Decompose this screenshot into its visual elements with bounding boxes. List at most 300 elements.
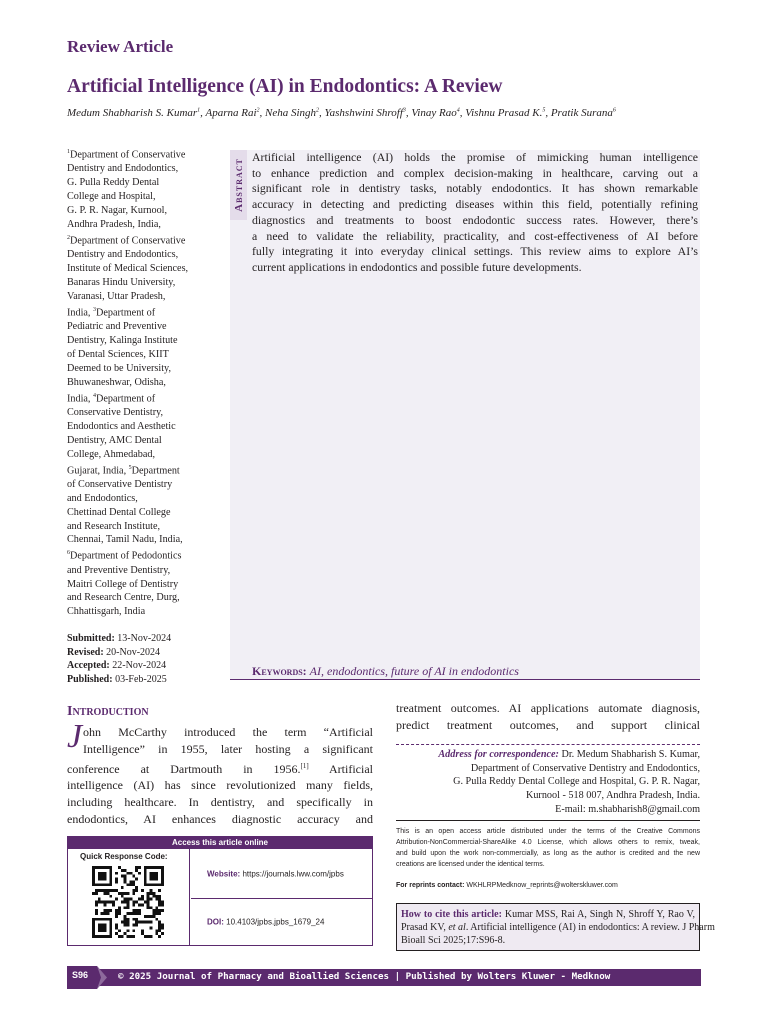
qr-module [132, 924, 135, 927]
abstract-text [252, 150, 698, 276]
affiliation-text: Pediatric and Preventive [67, 321, 167, 333]
affiliation-line [67, 506, 211, 520]
affiliation-text: India, [67, 392, 94, 404]
affiliation-text: Dentistry, AMC Dental [67, 434, 162, 446]
qr-module [124, 906, 127, 909]
affiliation-text: Department of [96, 307, 156, 319]
affiliation-text: of Dental Sciences, KIIT [67, 348, 169, 360]
qr-module [109, 889, 112, 892]
author-separator: , [259, 107, 266, 119]
qr-module [150, 898, 153, 901]
affiliation-text: Department of Pedodontics [70, 550, 182, 562]
introduction-heading: Introduction [67, 704, 149, 719]
qr-module [98, 872, 107, 881]
qr-module [115, 872, 118, 875]
qr-module [127, 892, 130, 895]
author-separator: , [545, 107, 551, 119]
qr-module [106, 901, 109, 904]
author-list [67, 107, 616, 119]
affiliation-text: Andhra Pradesh, India, [67, 218, 161, 230]
qr-module [135, 909, 138, 912]
qr-module [112, 889, 115, 892]
qr-module [124, 924, 127, 927]
qr-module [109, 909, 112, 912]
qr-module [150, 935, 153, 938]
qr-module [155, 912, 158, 915]
affiliation-text: Conservative Dentistry, [67, 406, 164, 418]
reprints-label: For reprints contact: [396, 882, 465, 889]
affiliation-line [67, 146, 211, 162]
qr-module [132, 909, 135, 912]
correspondence-label: Address for correspondence: [438, 749, 559, 760]
date-row [67, 673, 171, 687]
article-title: Artificial Intelligence (AI) in Endodontics: A Review [67, 76, 503, 97]
abstract-line: a need to validate the reliability, practicality, and cost-effectiveness of AI before [252, 228, 698, 243]
qr-module [158, 889, 161, 892]
introduction-text: Intelligence” in 1955, later hosting a significant [83, 741, 373, 756]
qr-module [115, 898, 118, 901]
qr-module [158, 924, 161, 927]
qr-module [158, 901, 161, 904]
qr-module [129, 898, 132, 901]
license-line: Attribution-NonCommercial-ShareAlike 4.0 License, which allows others to remix, tweak, [396, 839, 700, 846]
doi-label: DOI: [207, 917, 224, 927]
qr-module [158, 903, 161, 906]
correspondence-line: E-mail: m.shabharish8@gmail.com [555, 803, 700, 815]
abstract-line: Artificial intelligence (AI) holds the promise of mimicking human intelligence [252, 150, 698, 164]
qr-module [141, 898, 144, 901]
introduction-text: intelligence (AI) has since revolutionized many fields, [67, 778, 373, 793]
affiliation-line [67, 376, 211, 390]
qr-module [135, 866, 138, 869]
affiliation-text: Gujarat, India, [67, 464, 129, 476]
qr-module [127, 906, 130, 909]
affiliation-text: Banaras Hindu University, [67, 276, 176, 288]
author-separator: , [200, 107, 206, 119]
qr-module [138, 872, 141, 875]
correspondence-address [396, 744, 700, 817]
qr-module [158, 921, 161, 924]
qr-module [104, 889, 107, 892]
introduction-line [67, 758, 373, 778]
affiliation-line [67, 276, 211, 290]
date-label: Published: [67, 673, 113, 685]
qr-module [98, 898, 101, 901]
qr-module [135, 869, 138, 872]
author-name: Aparna Rai [205, 107, 257, 119]
license-line: creations are licensed under the identical terms. [396, 861, 545, 868]
qr-module [127, 912, 130, 915]
affiliation-line [67, 448, 211, 462]
qr-module [124, 878, 127, 881]
qr-module [138, 909, 141, 912]
affiliation-text: Dentistry and Endodontics, [67, 163, 179, 175]
qr-module [95, 903, 98, 906]
doi-link[interactable]: 10.4103/jpbs.jpbs_1679_24 [226, 917, 325, 927]
introduction-text: endodontics, AI enhances diagnostic accuracy and [67, 811, 373, 826]
affiliation-line [67, 547, 211, 563]
date-value: 13-Nov-2024 [117, 633, 172, 644]
qr-module [95, 909, 98, 912]
qr-module [118, 892, 121, 895]
affiliation-line [67, 334, 211, 348]
author-name: Medum Shabharish S. Kumar [67, 107, 198, 119]
qr-module [118, 866, 121, 869]
qr-module [144, 915, 147, 918]
abstract-line: significant role in dentistry tasks, notably endodontics. It has shown remarkable [252, 181, 698, 196]
date-label: Accepted: [67, 660, 110, 671]
introduction-text: ohn McCarthy introduced the term “Artificial [83, 725, 373, 739]
qr-module [121, 895, 124, 898]
qr-module [147, 892, 150, 895]
affiliation-line [67, 420, 211, 434]
qr-module [95, 892, 98, 895]
affiliation-line [67, 462, 211, 478]
qr-module [135, 901, 138, 904]
qr-module [101, 901, 104, 904]
qr-module [147, 901, 150, 904]
qr-module [161, 932, 164, 935]
qr-module [95, 889, 98, 892]
website-cell [191, 849, 372, 899]
qr-module [124, 918, 127, 921]
qr-module [104, 892, 107, 895]
introduction-column-1 [67, 724, 373, 828]
qr-module [150, 926, 153, 929]
qr-module [132, 892, 135, 895]
introduction-line [67, 794, 373, 811]
affiliation-text: College and Hospital, [67, 191, 156, 203]
qr-module [135, 924, 138, 927]
author-name: Vishnu Prasad K. [465, 107, 543, 119]
qr-module [127, 901, 130, 904]
author-affiliation-mark: 6 [612, 107, 616, 114]
date-row [67, 659, 171, 673]
qr-module [104, 912, 107, 915]
date-row [67, 632, 171, 646]
qr-module [161, 901, 164, 904]
qr-module [141, 889, 144, 892]
affiliation-line [67, 248, 211, 262]
qr-module [155, 929, 158, 932]
affiliation-line [67, 218, 211, 232]
affiliation-mark: 5 [128, 464, 132, 471]
access-online-box [67, 836, 373, 946]
author-affiliation-mark: 3 [402, 107, 406, 114]
affiliation-mark: 6 [67, 550, 70, 557]
qr-module [106, 889, 109, 892]
qr-module [127, 872, 130, 875]
author-name: Neha Singh [265, 107, 317, 119]
affiliation-text: India, [67, 307, 94, 319]
footer-text: © 2025 Journal of Pharmacy and Bioallied Sciences | Published by Wolters Kluwer - Medknow [118, 971, 611, 982]
qr-module [118, 929, 121, 932]
qr-module [115, 878, 118, 881]
qr-module [132, 875, 135, 878]
citation-etal: et al [448, 922, 466, 934]
qr-module [115, 909, 118, 912]
qr-module [132, 912, 135, 915]
date-value: 22-Nov-2024 [112, 660, 167, 671]
qr-module [124, 932, 127, 935]
affiliation-line [67, 406, 211, 420]
affiliation-text: Chennai, Tamil Nadu, India, [67, 534, 183, 546]
keywords-value: AI, endodontics, future of AI in endodontics [309, 664, 519, 678]
qr-module [106, 909, 109, 912]
qr-module [121, 921, 124, 924]
qr-module [158, 909, 161, 912]
qr-module [150, 906, 153, 909]
qr-module [135, 878, 138, 881]
qr-module [98, 924, 107, 933]
qr-module [141, 903, 144, 906]
author-affiliation-mark: 2 [256, 107, 260, 114]
qr-module [129, 935, 132, 938]
qr-module [129, 872, 132, 875]
qr-module [124, 915, 127, 918]
page-number: S96 [72, 970, 89, 980]
qr-module [127, 883, 130, 886]
qr-module [98, 889, 101, 892]
qr-module [121, 892, 124, 895]
affiliation-text: and Endodontics, [67, 492, 138, 504]
author-affiliation-mark: 2 [316, 107, 320, 114]
qr-module [95, 912, 98, 915]
author-name: Vinay Rao [411, 107, 457, 119]
qr-module [115, 912, 118, 915]
qr-module [118, 912, 121, 915]
qr-module [127, 918, 130, 921]
affiliation-text: Endodontics and Aesthetic [67, 420, 176, 432]
affiliation-text: G. P. R. Nagar, Kurnool, [67, 205, 168, 217]
qr-module [124, 898, 127, 901]
affiliation-line [67, 390, 211, 406]
qr-module [141, 921, 144, 924]
qr-module [124, 901, 127, 904]
affiliation-text: Varanasi, Uttar Pradesh, [67, 290, 166, 302]
correspondence-line: Department of Conservative Dentistry and Endodontics, [470, 762, 700, 774]
date-value: 20-Nov-2024 [106, 646, 161, 658]
qr-module [129, 912, 132, 915]
affiliation-line [67, 204, 211, 218]
qr-module [127, 924, 130, 927]
affiliation-text: College, Ahmedabad, [67, 448, 155, 460]
qr-module [155, 898, 158, 901]
affiliation-mark: 4 [93, 392, 97, 399]
qr-module [135, 889, 138, 892]
qr-module [115, 924, 118, 927]
website-link[interactable]: https://journals.lww.com/jpbs [242, 869, 344, 878]
qr-module [115, 926, 118, 929]
qr-module [132, 903, 135, 906]
qr-module [155, 932, 158, 935]
qr-module [158, 912, 161, 915]
qr-module [147, 915, 150, 918]
introduction-line [67, 777, 373, 794]
date-row [67, 646, 171, 660]
affiliation-line [67, 533, 211, 547]
qr-module [118, 906, 121, 909]
qr-module [101, 912, 104, 915]
qr-module [144, 921, 147, 924]
abstract-label: Abstract [232, 158, 245, 212]
qr-module [124, 869, 127, 872]
qr-module [92, 892, 95, 895]
qr-module [150, 889, 153, 892]
qr-module [121, 935, 124, 938]
qr-module [115, 915, 118, 918]
qr-module [104, 901, 107, 904]
qr-module [95, 901, 98, 904]
qr-module [121, 869, 124, 872]
qr-module [127, 935, 130, 938]
qr-cell [68, 849, 190, 945]
author-separator: , [405, 107, 412, 119]
qr-label: Quick Response Code: [80, 852, 168, 861]
citation-line-3: Bioall Sci 2025;17:S96-8. [401, 935, 506, 947]
qr-module [158, 929, 161, 932]
qr-module [150, 892, 153, 895]
affiliation-line [67, 176, 211, 190]
affiliation-line [67, 492, 211, 506]
affiliation-text: Dentistry and Endodontics, [67, 249, 179, 261]
qr-module [147, 895, 150, 898]
affiliation-text: Bhuwaneshwar, Odisha, [67, 376, 166, 388]
qr-module [121, 875, 124, 878]
qr-module [138, 921, 141, 924]
author-separator: , [319, 107, 325, 119]
license-notice [396, 820, 700, 870]
introduction-line [67, 811, 373, 828]
author-affiliation-mark: 1 [197, 107, 201, 114]
citation-label: How to cite this article: [401, 909, 502, 920]
qr-module [138, 898, 141, 901]
affiliation-text: Deemed to be University, [67, 362, 172, 374]
article-dates [67, 632, 171, 686]
qr-module [124, 880, 127, 883]
abstract-line: to enhance prediction and complex decision-making in healthcare, carving out a [252, 165, 698, 180]
introduction-line: predict treatment outcomes, and support clinical [396, 717, 700, 732]
qr-module [144, 935, 147, 938]
correspondence-line: G. Pulla Reddy Dental College and Hospital, G. P. R. Nagar, [453, 776, 700, 788]
qr-module [158, 895, 161, 898]
affiliation-line [67, 290, 211, 304]
keywords [252, 664, 519, 679]
qr-module [152, 892, 155, 895]
qr-module [115, 880, 118, 883]
author-name: Yashshwini Shroff [324, 107, 403, 119]
affiliation-text: and Research Centre, Durg, [67, 592, 180, 604]
qr-module [106, 892, 109, 895]
abstract-line: current applications in endodontics and possible future developments. [252, 259, 582, 274]
affiliation-line [67, 478, 211, 492]
author-name: Pratik Surana [550, 107, 613, 119]
affiliation-line [67, 262, 211, 276]
affiliations [67, 146, 211, 619]
affiliation-line [67, 605, 211, 619]
affiliation-text: Department [131, 464, 180, 476]
date-label: Revised: [67, 646, 104, 658]
abstract-line: accuracy in detecting and predicting diseases within this field, potentially refining [252, 197, 698, 212]
qr-module [132, 929, 135, 932]
qr-module [138, 866, 141, 869]
affiliation-text: Department of [96, 392, 156, 404]
abstract-line: diagnostics and treatments to boost endodontic success rates. However, there’s [252, 212, 698, 227]
affiliation-text: Maitri College of Dentistry [67, 578, 179, 590]
qr-module [106, 912, 109, 915]
license-line: This is an open access article distributed under the terms of the Creative Commons [396, 828, 700, 835]
qr-module [112, 903, 115, 906]
introduction-line [67, 741, 373, 758]
reprints-email[interactable]: WKHLRPMedknow_reprints@wolterskluwer.com [466, 882, 618, 889]
qr-module [161, 903, 164, 906]
qr-module [152, 895, 155, 898]
affiliation-mark: 1 [67, 149, 70, 155]
keywords-label: Keywords: [252, 664, 307, 678]
abstract-line: fully integrating it into everyday clinical settings. This review aims to explore AI’s [252, 244, 698, 259]
qr-module [141, 895, 144, 898]
qr-module [104, 909, 107, 912]
qr-module [161, 926, 164, 929]
qr-module [127, 903, 130, 906]
qr-module [135, 886, 138, 889]
affiliation-line [67, 362, 211, 376]
affiliation-text: Department of Conservative [70, 149, 186, 161]
date-value: 03-Feb-2025 [115, 673, 167, 685]
website-label: Website: [207, 869, 241, 878]
introduction-column-2 [396, 700, 700, 734]
affiliation-line [67, 520, 211, 534]
affiliation-line [67, 564, 211, 578]
qr-module [109, 901, 112, 904]
citation-reference: [1] [300, 761, 309, 770]
affiliation-text: Department of Conservative [70, 235, 186, 247]
qr-module [152, 915, 155, 918]
citation-box [396, 903, 715, 951]
reprints-contact [396, 882, 618, 889]
qr-module [144, 901, 147, 904]
qr-module [121, 901, 124, 904]
author-separator: , [459, 107, 466, 119]
qr-module [155, 906, 158, 909]
qr-module [161, 909, 164, 912]
introduction-line: treatment outcomes. AI applications automate diagnosis, [396, 701, 700, 715]
affiliation-text: and Research Institute, [67, 520, 161, 532]
qr-module [158, 935, 161, 938]
qr-code-icon[interactable] [92, 866, 164, 938]
qr-module [141, 932, 144, 935]
qr-module [155, 909, 158, 912]
introduction-line [67, 724, 373, 741]
qr-module [132, 880, 135, 883]
citation-line-2b: . Artificial intelligence (AI) in endodontics: A review. J Pharm [465, 922, 715, 934]
article-type: Review Article [67, 37, 174, 56]
qr-module [118, 909, 121, 912]
qr-module [101, 889, 104, 892]
affiliation-line [67, 591, 211, 605]
citation-line-1: Kumar MSS, Rai A, Singh N, Shroff Y, Rao V, [504, 909, 695, 920]
qr-module [138, 903, 141, 906]
qr-module [135, 918, 138, 921]
qr-module [147, 935, 150, 938]
doi-cell [191, 899, 372, 945]
qr-module [155, 918, 158, 921]
qr-module [98, 901, 101, 904]
affiliation-text: Chhattisgarh, India [67, 606, 146, 618]
affiliation-mark: 3 [93, 306, 97, 313]
qr-module [124, 892, 127, 895]
qr-module [104, 903, 107, 906]
